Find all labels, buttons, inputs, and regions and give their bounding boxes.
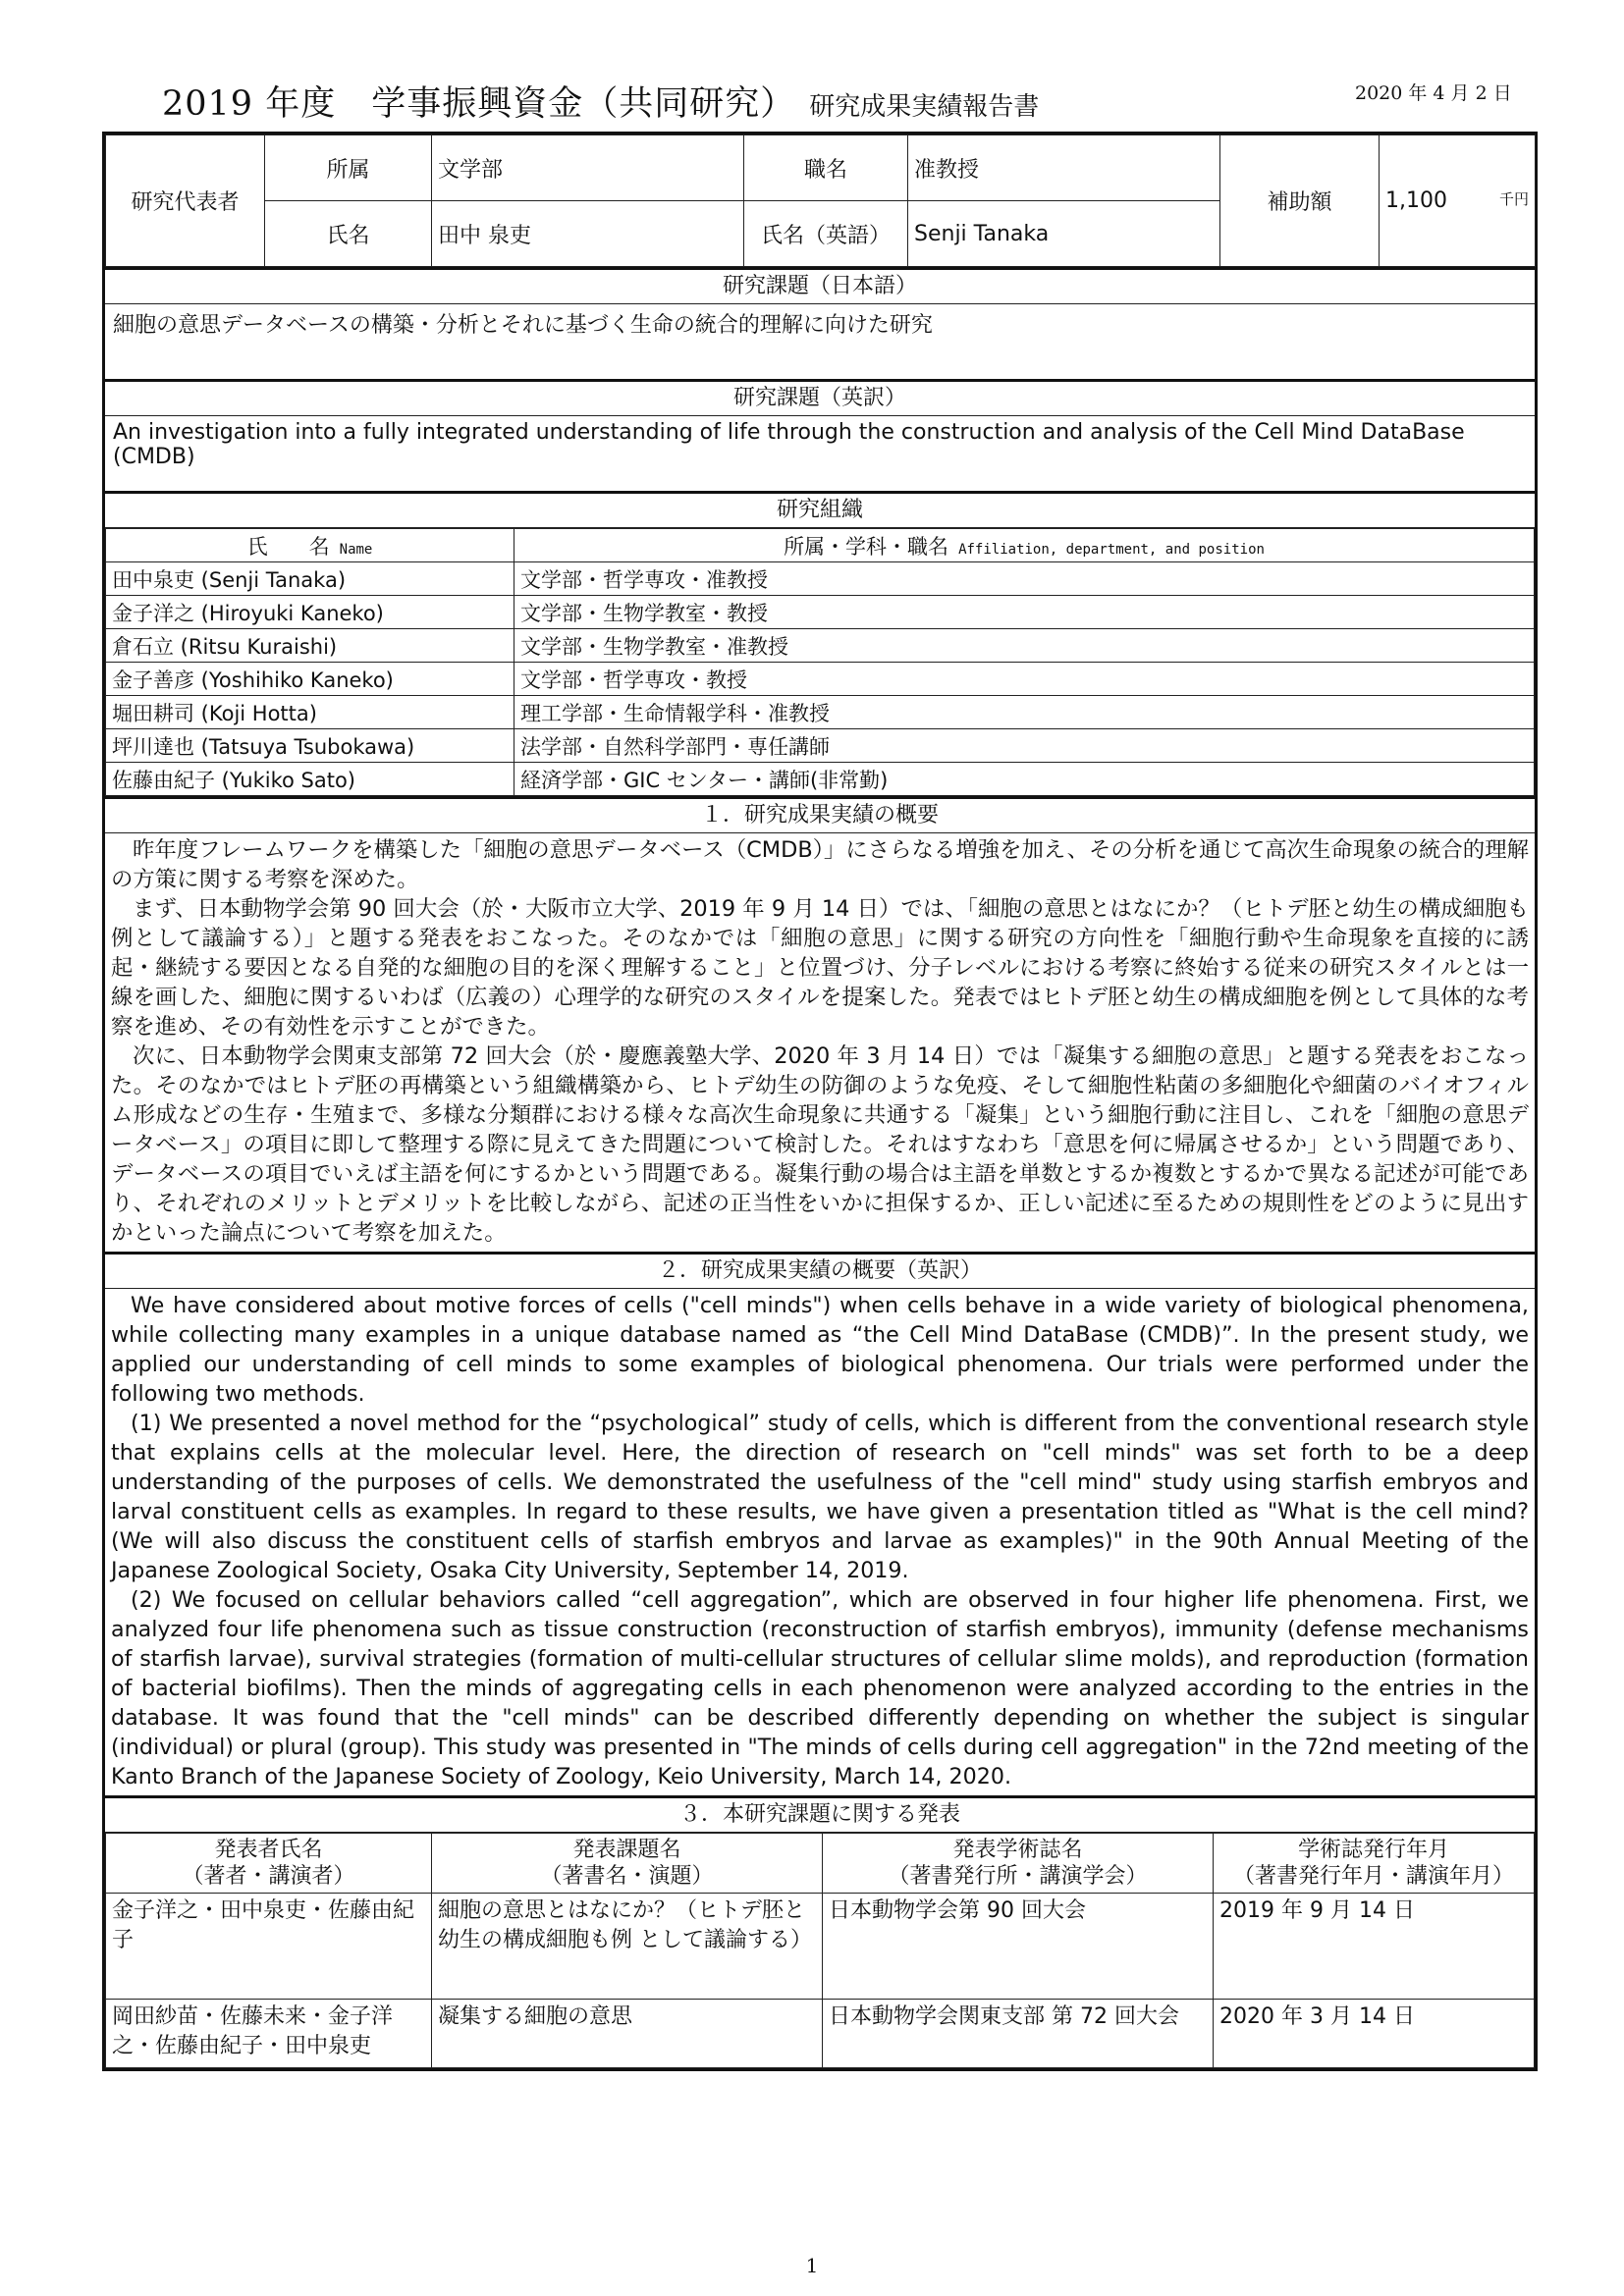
member-affiliation: 文学部・哲学専攻・准教授: [514, 562, 1535, 596]
header-table: [105, 134, 1536, 267]
organization-heading: 研究組織: [105, 491, 1535, 528]
affiliation-value: 文学部: [432, 135, 744, 201]
grant-label: 補助額: [1220, 135, 1380, 267]
name-en-value: Senji Tanaka: [908, 201, 1220, 267]
name-value: 田中 泉吏: [432, 201, 744, 267]
summary-jp-paragraph: 次に、日本動物学会関東支部第 72 回大会（於・慶應義塾大学、2020 年 3 月 14 日）では「凝集する細胞の意思」と題する発表をおこなった。そのなかではヒトデ胚の再構築という組織構築から、ヒトデ幼生の防御のような免疫、そして細胞性粘菌の多細胞化や細菌のバイオフィルム形成などの生存・生殖まで、多様な分類群における様々な高次生命現象に共通する「凝集」という細胞行動に注目し、これを「細胞の意思データベース」の項目に即して整理する際に見えてきた問題について検討した。それはすなわち「意思を何に帰属させるか」という問題であり、データベースの項目でいえば主語を何にするかという問題である。凝集行動の場合は主語を単数とするか複数とするかで異なる記述が可能であり、それぞれのメリットとデメリットを比較しながら、記述の正当性をいかに担保するか、正しい記述に至るための規則性をどのように見出すかといった論点について考察を加えた。: [111, 1043, 1529, 1246]
member-affiliation: 法学部・自然科学部門・専任講師: [514, 729, 1535, 763]
summary-jp-heading: １．研究成果実績の概要: [105, 796, 1535, 833]
pub-col-author: [106, 1834, 432, 1894]
affiliation-label: 所属: [265, 135, 432, 201]
org-col-name-jp: 氏 名: [246, 534, 330, 559]
pub-title: 細胞の意思とはなにか？（ヒトデ胚と幼生の構成細胞も例 として議論する）: [432, 1894, 823, 2000]
topic-jp-text: 細胞の意思データベースの構築・分析とそれに基づく生命の統合的理解に向けた研究: [113, 313, 933, 338]
publications-table: [105, 1833, 1535, 2068]
org-col-affil-jp: 所属・学科・職名: [784, 534, 949, 559]
position-label: 職名: [744, 135, 908, 201]
pub-col-date-sub: （著書発行年月・講演年月）: [1232, 1864, 1514, 1889]
member-name: 金子洋之 (Hiroyuki Kaneko): [106, 596, 514, 629]
summary-en-paragraph: (2) We focused on cellular behaviors called “cell aggregation”, which are observed in four higher life phenomena. First, we analyzed four life phenomena such as tissue construction (reconstruction of starfish embryos), immunity (defense mechanisms of starfish larvae), survival strategies (formation of multi-cellular structures of cellular slime molds), and reproduction (formation of bacterial biofilms). Then the minds of aggregating cells in each phenomenon were analyzed according to the entries in the database. It was found that the "cell minds" can be described differently depending on whether the subject is singular (individual) or plural (group). This study was presented in "The minds of cells during cell aggregation" in the 72nd meeting of the Kanto Branch of the Japanese Society of Zoology, Keio University, March 14, 2020.: [111, 1587, 1529, 1789]
summary-jp-paragraph: まず、日本動物学会第 90 回大会（於・大阪市立大学、2019 年 9 月 14 日）では、「細胞の意思とはなにか？（ヒトデ胚と幼生の構成細胞も例として議論する）」と題する発表をおこなった。そのなかでは「細胞の意思」に関する研究の方向性を「細胞行動や生命現象を直接的に誘起・継続する要因となる自発的な細胞の目的を深く理解すること」と位置づけ、分子レベルにおける考察に終始する従来の研究スタイルとは一線を画した、細胞に関するいわば（広義の）心理学的な研究のスタイルを提案した。発表ではヒトデ胚と幼生の構成細胞を例として具体的な考察を進め、その有効性を示すことができた。: [111, 896, 1529, 1040]
title-main: 2019 年度 学事振興資金（共同研究）: [162, 84, 796, 124]
report-date: 2020 年 4 月 2 日: [1355, 82, 1512, 104]
pub-col-author-sub: （著者・講演者）: [182, 1864, 355, 1889]
member-name: 坪川達也 (Tatsuya Tsubokawa): [106, 729, 514, 763]
summary-jp-paragraph: 昨年度フレームワークを構築した「細胞の意思データベース（CMDB）」にさらなる増強を加え、その分析を通じて高次生命現象の統合的理解の方策に関する考察を深めた。: [111, 837, 1529, 892]
pub-col-title: [432, 1834, 823, 1894]
pub-venue: 日本動物学会関東支部 第 72 回大会: [823, 2000, 1214, 2068]
summary-en-paragraph: (1) We presented a novel method for the “psychological” study of cells, which is different from the conventional research style that explains cells at the molecular level. Here, the direction of research on "cell minds" was set forth to be a deep understanding of the purposes of cells. We demonstrated the usefulness of the "cell mind" study using starfish embryos and larval constituent cells as examples. In regard to these results, we have given a presentation titled as "What is the cell mind? (We will also discuss the constituent cells of starfish embryos and larvae as examples)" in the 90th Annual Meeting of the Japanese Zoological Society, Osaka City University, September 14, 2019.: [111, 1411, 1529, 1583]
position-value: 准教授: [908, 135, 1220, 201]
table-row: [106, 562, 1535, 596]
pub-col-venue-sub: （著書発行所・講演学会）: [888, 1864, 1148, 1889]
table-row: [106, 696, 1535, 729]
member-affiliation: 理工学部・生命情報学科・准教授: [514, 696, 1535, 729]
page-number: 1: [805, 2254, 819, 2277]
pub-col-venue-label: 発表学術誌名: [952, 1838, 1083, 1862]
pub-col-date: [1214, 1834, 1535, 1894]
member-affiliation: 経済学部・GIC センター・講師(非常勤): [514, 763, 1535, 796]
title-sub: 研究成果実績報告書: [809, 92, 1040, 122]
name-label: 氏名: [265, 201, 432, 267]
summary-en-paragraph: We have considered about motive forces of cells ("cell minds") when cells behave in a wide variety of biological phenomena, while collecting many examples in a unique database named as “the Cell Mind DataBase (CMDB)”. In the present study, we applied our understanding of cell minds to some examples of biological phenomena. Our trials were performed under the following two methods.: [111, 1293, 1529, 1407]
summary-en-heading: ２．研究成果実績の概要（英訳）: [105, 1252, 1535, 1289]
table-row: [106, 629, 1535, 663]
org-col-name: [106, 529, 514, 562]
table-row: [106, 663, 1535, 696]
pub-col-venue: [823, 1834, 1214, 1894]
summary-en-body: [105, 1289, 1535, 1795]
pub-date: 2020 年 3 月 14 日: [1214, 2000, 1535, 2068]
table-row: [106, 763, 1535, 796]
summary-jp-body: [105, 833, 1535, 1252]
pub-col-title-sub: （著書名・演題）: [540, 1864, 714, 1889]
table-row: [106, 596, 1535, 629]
member-name: 田中泉吏 (Senji Tanaka): [106, 562, 514, 596]
topic-en-heading: 研究課題（英訳）: [105, 379, 1535, 416]
member-affiliation: 文学部・生物学教室・教授: [514, 596, 1535, 629]
grant-cell: [1380, 135, 1536, 267]
pub-authors: 金子洋之・田中泉吏・佐藤由紀子: [106, 1894, 432, 2000]
member-affiliation: 文学部・哲学専攻・教授: [514, 663, 1535, 696]
org-col-affil-en: Affiliation, department, and position: [958, 541, 1265, 558]
topic-en-text: An investigation into a fully integrated understanding of life through the construction and analysis of the Cell Mind DataBase (CMDB): [113, 420, 1465, 469]
pub-title: 凝集する細胞の意思: [432, 2000, 823, 2068]
member-name: 金子善彦 (Yoshihiko Kaneko): [106, 663, 514, 696]
pub-date: 2019 年 9 月 14 日: [1214, 1894, 1535, 2000]
report-form: [102, 132, 1538, 2071]
pub-col-author-label: 発表者氏名: [214, 1838, 323, 1862]
organization-table: [105, 528, 1535, 796]
grant-unit: 千円: [1498, 190, 1529, 208]
pub-col-title-label: 発表課題名: [572, 1838, 681, 1862]
grant-value: 1,100: [1385, 188, 1447, 213]
page-title: [162, 77, 1039, 126]
member-name: 倉石立 (Ritsu Kuraishi): [106, 629, 514, 663]
pub-venue: 日本動物学会第 90 回大会: [823, 1894, 1214, 2000]
member-affiliation: 文学部・生物学教室・准教授: [514, 629, 1535, 663]
pub-authors: 岡田紗苗・佐藤未来・金子洋之・佐藤由紀子・田中泉吏: [106, 2000, 432, 2068]
topic-jp-heading: 研究課題（日本語）: [105, 267, 1535, 304]
representative-label: 研究代表者: [106, 135, 265, 267]
table-row: [106, 2000, 1535, 2068]
org-col-name-en: Name: [339, 541, 373, 558]
table-row: [106, 1894, 1535, 2000]
table-row: [106, 729, 1535, 763]
name-en-label: 氏名（英語）: [744, 201, 908, 267]
member-name: 堀田耕司 (Koji Hotta): [106, 696, 514, 729]
org-col-affil: [514, 529, 1535, 562]
publications-heading: ３．本研究課題に関する発表: [105, 1795, 1535, 1833]
member-name: 佐藤由紀子 (Yukiko Sato): [106, 763, 514, 796]
pub-col-date-label: 学術誌発行年月: [1297, 1838, 1449, 1862]
